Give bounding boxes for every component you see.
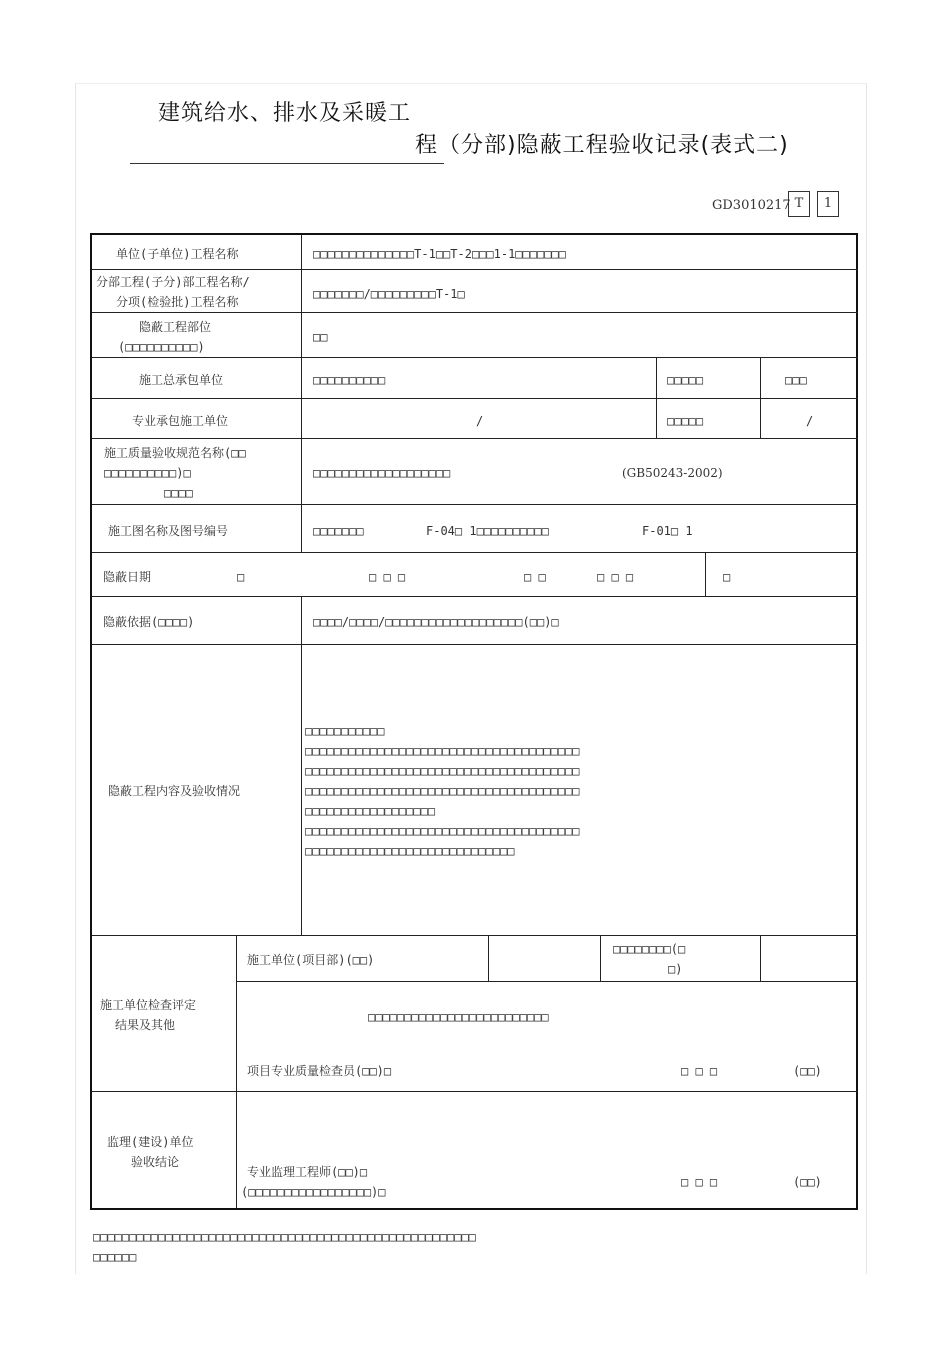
col-divider	[236, 935, 237, 1208]
unit-project-value: □□□□□□□□□□□□□□T-1□□T-2□□□1-1□□□□□□□	[313, 247, 566, 261]
supervision-label-line2: 验收结论	[131, 1155, 180, 1169]
title-underline	[130, 163, 444, 164]
row-divider	[92, 504, 858, 505]
row-divider	[92, 644, 858, 645]
col-divider	[301, 235, 302, 552]
location-label-line2: (□□□□□□□□□□)	[118, 340, 205, 354]
content-line: □□□□□□□□□□□□□□□□□□□□□□□□□□□□□□□□□□□□□□	[305, 744, 580, 758]
form-code-box-1: T	[788, 191, 810, 217]
row-divider	[92, 935, 858, 936]
supervising-engineer-signature: 专业监理工程师(□□)□	[247, 1165, 368, 1179]
conceal-date-part-3: □ □	[524, 570, 546, 584]
footer-note-line2: □□□□□□	[93, 1250, 137, 1264]
form-title-line2: 程（分部)隐蔽工程验收记录(表式二)	[415, 133, 789, 158]
standard-label-line3: □□□□	[164, 486, 193, 500]
col-divider	[760, 357, 761, 438]
col-divider	[600, 935, 601, 981]
specialty-manager-value: /	[806, 414, 814, 428]
owner-representative-signature: (□□□□□□□□□□□□□□□□□)□	[241, 1185, 386, 1199]
sub-project-label-line1: 分部工程(子分)部工程名称/	[96, 275, 250, 289]
location-value: □□	[313, 330, 328, 344]
drawing-value-2: F-04□ 1□□□□□□□□□□	[426, 524, 549, 538]
sub-project-label-line2: 分项(检验批)工程名称	[116, 295, 239, 309]
row-divider	[92, 269, 858, 270]
quality-inspector-signature: 项目专业质量检查员(□□)□	[247, 1064, 392, 1078]
project-manager-label: □□□□□	[667, 373, 704, 387]
conceal-date-part-4: □ □ □	[597, 570, 634, 584]
col-divider	[705, 552, 706, 596]
contractor-label: 施工总承包单位	[139, 373, 224, 387]
content-line: □□□□□□□□□□□□□□□□□□□□□□□□□□□□□□□□□□□□□□	[305, 824, 580, 838]
row-divider	[92, 312, 858, 313]
content-line: □□□□□□□□□□□□□□□□□□	[305, 804, 436, 818]
supervision-label-line1: 监理(建设)单位	[107, 1135, 194, 1149]
unit-project-label: 单位(子单位)工程名称	[116, 247, 239, 261]
drawing-value-1: □□□□□□□	[313, 524, 364, 538]
project-manager-value: □□□	[785, 373, 807, 387]
col-divider	[760, 935, 761, 981]
row-divider	[92, 357, 858, 358]
supervision-seal: (□□)	[793, 1175, 822, 1189]
row-divider	[92, 398, 858, 399]
content-line: □□□□□□□□□□□□□□□□□□□□□□□□□□□□□	[305, 844, 515, 858]
row-divider	[92, 552, 858, 553]
form-code: GD3010217	[712, 198, 791, 213]
row-divider	[92, 438, 858, 439]
basis-value: □□□□/□□□□/□□□□□□□□□□□□□□□□□□□(□□)□	[313, 615, 559, 629]
content-line: □□□□□□□□□□□□□□□□□□□□□□□□□□□□□□□□□□□□□□	[305, 784, 580, 798]
basis-label: 隐蔽依据(□□□□)	[103, 615, 195, 629]
drawing-label: 施工图名称及图号编号	[108, 524, 229, 538]
row-divider	[236, 981, 858, 982]
project-tech-label-line1: □□□□□□□□(□	[613, 942, 686, 956]
contractor-dept-label: 施工单位(项目部)(□□)	[247, 953, 375, 967]
conceal-date-part-1: □	[237, 570, 245, 584]
specialty-contractor-value: /	[476, 414, 484, 428]
contractor-check-label-line1: 施工单位检查评定	[100, 998, 197, 1012]
conceal-date-part-5: □	[723, 570, 731, 584]
standard-label-line1: 施工质量验收规范名称(□□	[104, 446, 246, 460]
col-divider	[301, 596, 302, 935]
contractor-check-label-line2: 结果及其他	[115, 1018, 176, 1032]
contractor-value: □□□□□□□□□□	[313, 373, 386, 387]
project-tech-label-line2: □)	[668, 962, 683, 976]
contractor-check-result: □□□□□□□□□□□□□□□□□□□□□□□□□	[368, 1010, 549, 1024]
footer-note	[93, 1227, 476, 1267]
form-title-line1: 建筑给水、排水及采暖工	[158, 101, 412, 126]
location-label-line1: 隐蔽工程部位	[139, 320, 212, 334]
contractor-seal: (□□)	[793, 1064, 822, 1078]
drawing-value-3: F-01□ 1	[642, 524, 693, 538]
form-code-box-2: 1	[817, 191, 839, 217]
content-line: □□□□□□□□□□□	[305, 724, 385, 738]
col-divider	[488, 935, 489, 981]
conceal-date-label: 隐蔽日期	[103, 570, 152, 584]
supervision-sign-date: □ □ □	[681, 1175, 718, 1189]
content-line: □□□□□□□□□□□□□□□□□□□□□□□□□□□□□□□□□□□□□□	[305, 764, 580, 778]
footer-note-line1: □□□□□□□□□□□□□□□□□□□□□□□□□□□□□□□□□□□□□□□□□□□□□□□□□□□□□	[93, 1230, 476, 1244]
col-divider	[656, 357, 657, 438]
row-divider	[92, 1091, 858, 1092]
conceal-date-part-2: □ □ □	[369, 570, 406, 584]
specialty-manager-label: □□□□□	[667, 414, 704, 428]
specialty-contractor-label: 专业承包施工单位	[132, 414, 229, 428]
standard-value: □□□□□□□□□□□□□□□□□□□	[313, 466, 451, 480]
row-divider	[92, 596, 858, 597]
sub-project-value: □□□□□□□/□□□□□□□□□T-1□	[313, 287, 465, 301]
standard-code: (GB50243-2002)	[622, 466, 723, 480]
content-label: 隐蔽工程内容及验收情况	[108, 784, 241, 798]
contractor-sign-date: □ □ □	[681, 1064, 718, 1078]
standard-label-line2: □□□□□□□□□□)□	[104, 466, 191, 480]
